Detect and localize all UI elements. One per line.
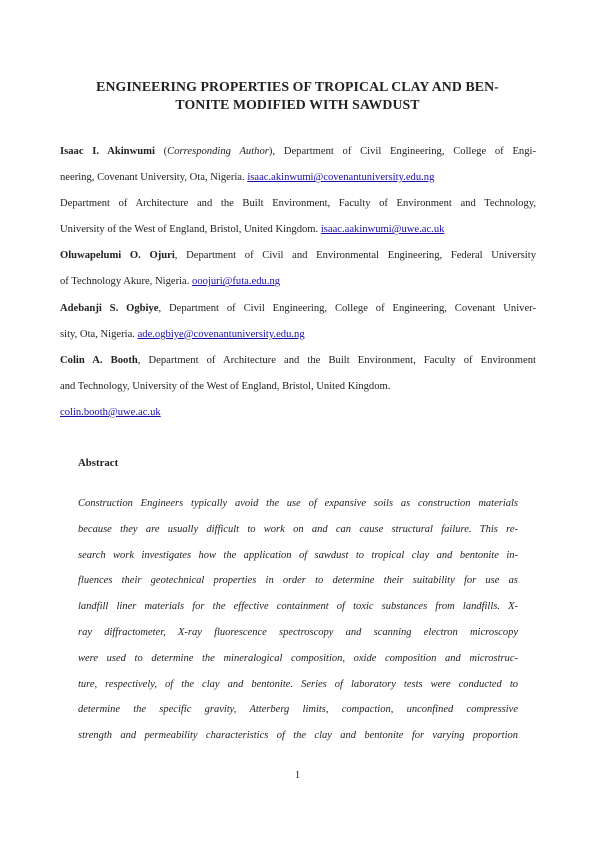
abstract-line: because they are usually difficult to work on and can cause structural failure. This re-	[78, 523, 518, 535]
author-4-line-1	[60, 348, 536, 374]
author-2-affiliation: , Department of Civil and Environmental Engineering, Federal University	[174, 250, 536, 262]
author-2-email-link[interactable]: ooojuri@futa.edu.ng	[192, 276, 281, 288]
author-2-line-1	[60, 243, 536, 269]
page-number: 1	[294, 770, 301, 781]
author-4-line-3	[60, 400, 536, 426]
title-line-1: ENGINEERING PROPERTIES OF TROPICAL CLAY AND BEN-	[96, 79, 499, 94]
author-1-affiliation: ), Department of Civil Engineering, College of Engi-	[268, 146, 536, 157]
author-1-affiliation-cont: neering, Covenant University, Ota, Nigeria.	[60, 172, 248, 184]
abstract-line: strength and permeability characteristics of the clay and bentonite for varying proportion	[78, 730, 518, 742]
author-1b-line-2	[60, 217, 536, 243]
author-3-email-link[interactable]: ade.ogbiye@covenantuniversity.edu.ng	[137, 328, 305, 340]
author-3-line-2	[60, 322, 536, 348]
author-1b-line-1	[60, 191, 536, 217]
author-4-line-2	[60, 374, 536, 400]
author-2-affiliation-cont: of Technology Akure, Nigeria.	[60, 276, 193, 288]
author-2-line-2	[60, 269, 536, 295]
author-list	[60, 139, 536, 426]
abstract-line: fluences their geotechnical properties in order to determine their suitability for use as	[78, 575, 518, 587]
author-1-name: Isaac I. Akinwumi	[60, 146, 155, 157]
abstract-heading: Abstract	[78, 457, 119, 469]
author-4-name: Colin A. Booth	[60, 354, 138, 366]
author-1-line-1	[60, 139, 536, 165]
abstract-line: ture, respectively, of the clay and bentonite. Series of laboratory tests were conducted to	[78, 678, 518, 690]
abstract-body	[78, 491, 518, 749]
abstract-line: landfill liner materials for the effective containment of toxic substances from landfills. X-	[78, 601, 518, 613]
abstract-line: ray diffractometer, X-ray fluorescence spectroscopy and scanning electron microscopy	[78, 626, 518, 638]
author-4-email-link[interactable]: colin.booth@uwe.ac.uk	[60, 406, 161, 418]
author-4-affiliation: , Department of Architecture and the Built Environment, Faculty of Environment	[137, 354, 536, 366]
author-3-line-1	[60, 296, 536, 322]
author-2-name: Oluwapelumi O. Ojuri	[60, 250, 175, 262]
author-1-second-email-link[interactable]: isaac.aakinwumi@uwe.ac.uk	[320, 224, 445, 236]
author-3-affiliation: , Department of Civil Engineering, College of Engineering, Covenant Univer-	[158, 302, 536, 314]
abstract-line: determine the specific gravity, Atterberg limits, compaction, unconfined compressive	[78, 704, 518, 716]
abstract-line: Construction Engineers typically avoid the use of expansive soils as construction materials	[78, 498, 518, 509]
author-4-affiliation-cont: and Technology, University of the West of England, Bristol, United Kingdom.	[60, 380, 391, 392]
paper-title	[60, 78, 535, 114]
author-1-paren: (	[154, 146, 168, 157]
author-1-second-affiliation: Department of Architecture and the Built Environment, Faculty of Environment and Technology,	[60, 198, 536, 210]
abstract-line: search work investigates how the application of sawdust to tropical clay and bentonite in-	[78, 549, 518, 561]
abstract-line: were used to determine the mineralogical composition, oxide composition and microstruc-	[78, 652, 518, 664]
author-3-affiliation-cont: sity, Ota, Nigeria.	[60, 328, 138, 340]
author-3-name: Adebanji S. Ogbiye	[60, 302, 159, 314]
author-1-role: Corresponding Author	[167, 146, 269, 157]
author-1-email-link[interactable]: isaac.akinwumi@covenantuniversity.edu.ng	[247, 172, 435, 184]
title-line-2: TONITE MODIFIED WITH SAWDUST	[175, 97, 420, 112]
author-1-second-affiliation-cont: University of the West of England, Bristol, United Kingdom.	[60, 224, 321, 236]
author-1-line-2	[60, 165, 536, 191]
